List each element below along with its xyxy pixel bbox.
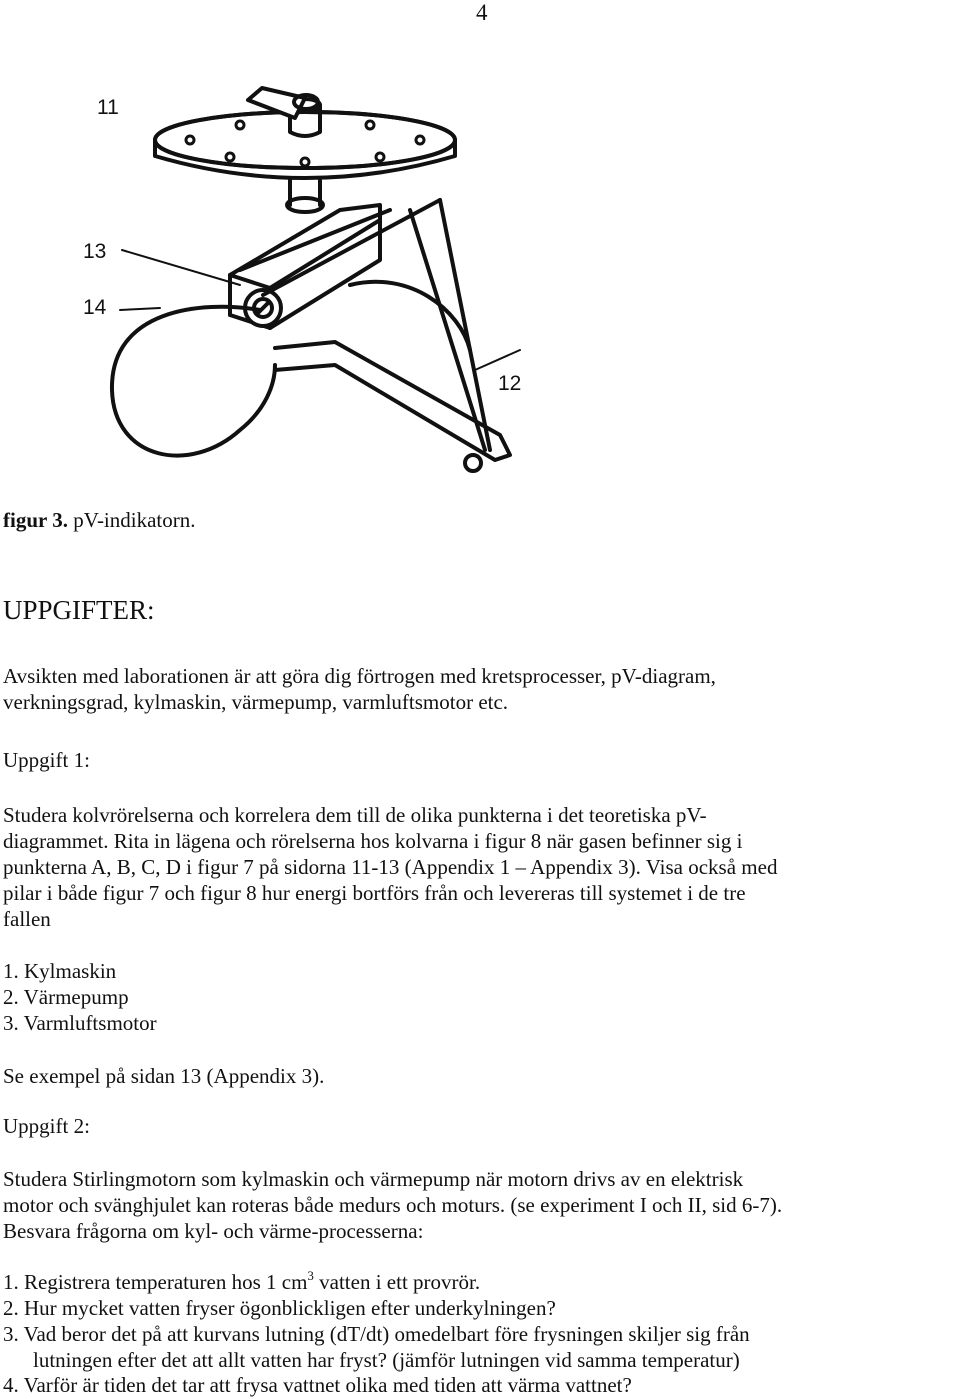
q1-text-end: vatten i ett provrör. — [313, 1270, 481, 1294]
section-heading: UPPGIFTER: — [3, 595, 155, 625]
task2-line-2: motor och svänghjulet kan roteras både medurs och moturs. (se experiment I och II, sid 6-7). — [3, 1193, 783, 1217]
pv-indicator-figure — [80, 80, 530, 490]
task2-question-1 — [3, 1269, 480, 1295]
intro-line-1: Avsikten med laborationen är att göra dig förtrogen med kretsprocesser, pV-diagram, — [3, 664, 716, 688]
task2-line-1: Studera Stirlingmotorn som kylmaskin och värmepump när motorn drivs av en elektrisk — [3, 1167, 744, 1191]
task1-line-5: fallen — [3, 907, 51, 931]
task2-question-3: 3. Vad beror det på att kurvans lutning (dT/dt) omedelbart före frysningen skiljer sig från — [3, 1322, 750, 1346]
intro-line-2: verkningsgrad, kylmaskin, värmepump, varmluftsmotor etc. — [3, 690, 509, 714]
task1-note: Se exempel på sidan 13 (Appendix 3). — [3, 1064, 325, 1088]
task1-item-2: 2. Värmepump — [3, 985, 129, 1009]
task1-title: Uppgift 1: — [3, 748, 90, 772]
task1-line-1: Studera kolvrörelserna och korrelera dem till de olika punkterna i det teoretiska pV- — [3, 803, 707, 827]
task2-title: Uppgift 2: — [3, 1114, 90, 1138]
task1-line-4: pilar i både figur 7 och figur 8 hur energi bortförs från och levereras till systemet i de tre — [3, 881, 746, 905]
page-number: 4 — [476, 0, 488, 25]
task2-question-4: 4. Varför är tiden det tar att frysa vattnet olika med tiden att värma vattnet? — [3, 1373, 632, 1397]
task2-question-3-cont: lutningen efter det att allt vatten har fryst? (jämför lutningen vid samma temperatur) — [33, 1348, 740, 1372]
task2-question-2: 2. Hur mycket vatten fryser ögonblickligen efter underkylningen? — [3, 1296, 556, 1320]
callout-11: 11 — [97, 96, 119, 119]
task1-line-2: diagrammet. Rita in lägena och rörelserna hos kolvarna i figur 8 när gasen befinner sig i — [3, 829, 743, 853]
callout-14: 14 — [83, 296, 107, 319]
caption-text: pV-indikatorn. — [67, 508, 196, 532]
task1-line-3: punkterna A, B, C, D i figur 7 på sidorna 11-13 (Appendix 1 – Appendix 3). Visa också med — [3, 855, 778, 879]
caption-label: figur 3. — [3, 508, 68, 532]
callout-13: 13 — [83, 240, 107, 263]
figure-caption — [3, 507, 196, 533]
callout-12: 12 — [498, 372, 522, 395]
q1-text: 1. Registrera temperaturen hos 1 cm — [3, 1270, 308, 1294]
task2-line-3: Besvara frågorna om kyl- och värme-processerna: — [3, 1219, 424, 1243]
q1-superscript: 3 — [307, 1268, 314, 1283]
task1-item-3: 3. Varmluftsmotor — [3, 1011, 157, 1035]
pv-indicator-drawing — [80, 80, 530, 490]
task1-item-1: 1. Kylmaskin — [3, 959, 117, 983]
